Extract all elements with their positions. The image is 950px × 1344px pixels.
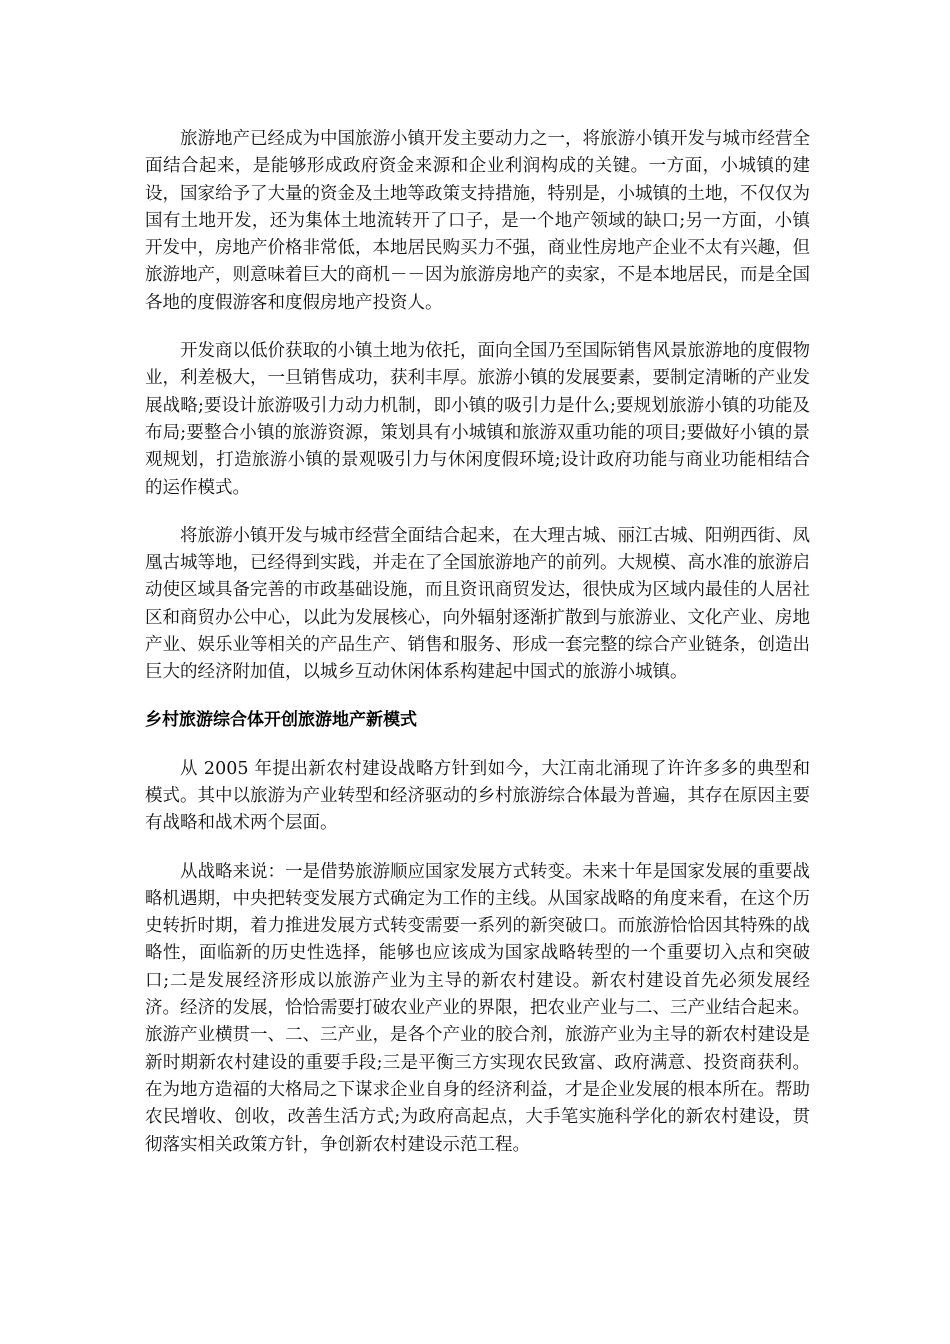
paragraph-new-rural-construction: 从 2005 年提出新农村建设战略方针到如今，大江南北涌现了许许多多的典型和模式。其中以旅游为产业转型和经济驱动的乡村旅游综合体最为普遍，其存在原因主要有战略和战术两个层面。 (145, 758, 810, 834)
document-body (145, 126, 810, 1180)
paragraph-town-city-operation: 将旅游小镇开发与城市经营全面结合起来，在大理古城、丽江古城、阳朔西街、凤凰古城等地，已经得到实践，并走在了全国旅游地产的前列。大规模、高水准的旅游启动使区域具备完善的市政基础设施，而且资讯商贸发达，很快成为区域内最佳的人居社区和商贸办公中心，以此为发展核心，向外辐射逐渐扩散到与旅游业、文化产业、房地产业、娱乐业等相关的产品生产、销售和服务、形成一套完整的综合产业链条，创造出巨大的经济附加值，以城乡互动休闲体系构建起中国式的旅游小城镇。 (145, 525, 810, 683)
paragraph-developer-land: 开发商以低价获取的小镇土地为依托，面向全国乃至国际销售风景旅游地的度假物业，利差极大，一旦销售成功，获利丰厚。旅游小镇的发展要素，要制定清晰的产业发展战略;要设计旅游吸引力动力机制，即小镇的吸引力是什么;要规划旅游小镇的功能及布局;要整合小镇的旅游资源，策划具有小城镇和旅游双重功能的项目;要做好小镇的景观规划，打造旅游小镇的景观吸引力与休闲度假环境;设计政府功能与商业功能相结合的运作模式。 (145, 341, 810, 498)
paragraph-tourism-real-estate: 旅游地产已经成为中国旅游小镇开发主要动力之一，将旅游小镇开发与城市经营全面结合起来，是能够形成政府资金来源和企业利润构成的关键。一方面，小城镇的建设，国家给予了大量的资金及土地等政策支持措施，特别是，小城镇的土地，不仅仅为国有土地开发，还为集体土地流转开了口子，是一个地产领域的缺口;另一方面，小镇开发中，房地产价格非常低，本地居民购买力不强，商业性房地产企业不太有兴趣，但旅游地产，则意味着巨大的商机－－因为旅游房地产的卖家，不是本地居民，而是全国各地的度假游客和度假房地产投资人。 (145, 129, 810, 313)
section-heading: 乡村旅游综合体开创旅游地产新模式 (145, 709, 417, 730)
paragraph-strategy: 从战略来说：一是借势旅游顺应国家发展方式转变。未来十年是国家发展的重要战略机遇期，中央把转变发展方式确定为工作的主线。从国家战略的角度来看，在这个历史转折时期，着力推进发展方式转变需要一系列的新突破口。而旅游恰恰因其特殊的战略性，面临新的历史性选择，能够也应该成为国家战略转型的一个重要切入点和突破口;二是发展经济形成以旅游产业为主导的新农村建设。新农村建设首先必须发展经济。经济的发展，恰恰需要打破农业产业的界限，把农业产业与二、三产业结合起来。旅游产业横贯一、二、三产业，是各个产业的胶合剂，旅游产业为主导的新农村建设是新时期新农村建设的重要手段;三是平衡三方实现农民致富、政府满意、投资商获利。在为地方造福的大格局之下谋求企业自身的经济利益，才是企业发展的根本所在。帮助农民增收、创收，改善生活方式;为政府高起点，大手笔实施科学化的新农村建设，贯彻落实相关政策方针，争创新农村建设示范工程。 (145, 861, 810, 1155)
